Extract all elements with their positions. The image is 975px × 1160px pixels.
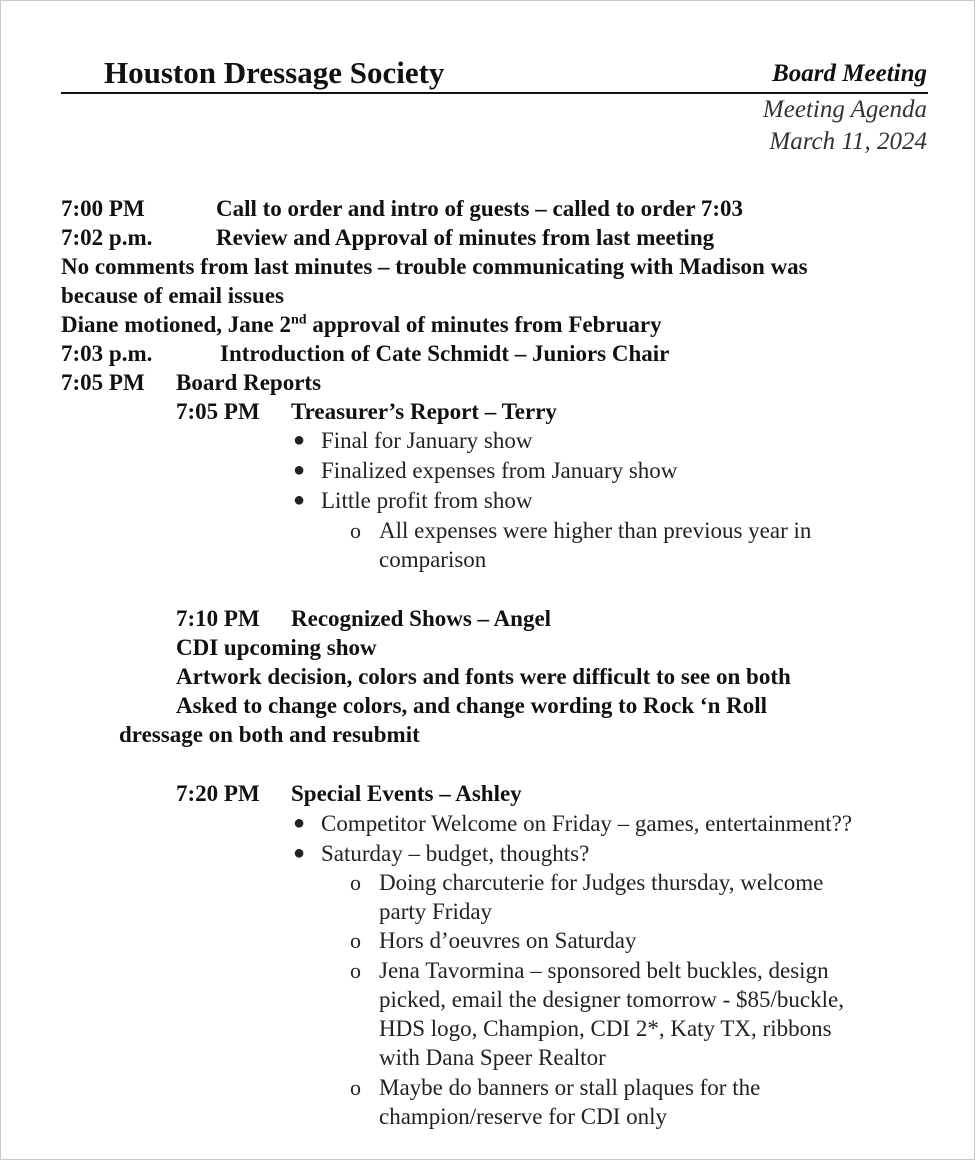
bullet-icon: ● <box>293 459 306 481</box>
reports-time: 7:05 PM <box>61 370 145 395</box>
treasurer-sub-line: All expenses were higher than previous year in <box>379 518 812 543</box>
special-bullet: Competitor Welcome on Friday – games, entertainment?? <box>321 811 853 836</box>
treasurer-bullet: Finalized expenses from January show <box>321 458 678 483</box>
motion-line <box>61 310 662 339</box>
special-sub-line: picked, email the designer tomorrow - $85/buckle, <box>379 987 844 1012</box>
special-sub-line: HDS logo, Champion, CDI 2*, Katy TX, ribbons <box>379 1016 832 1041</box>
treasurer-bullet: Final for January show <box>321 428 533 453</box>
special-time: 7:20 PM <box>176 781 260 806</box>
special-title: Special Events – Ashley <box>291 781 522 806</box>
treasurer-bullet: Little profit from show <box>321 488 533 513</box>
intro-text: Introduction of Cate Schmidt – Juniors Chair <box>220 341 670 366</box>
sub-bullet-icon: o <box>350 870 361 895</box>
treasurer-sub-line: comparison <box>379 547 487 572</box>
special-bullet: Saturday – budget, thoughts? <box>321 841 590 866</box>
shows-line: CDI upcoming show <box>176 635 377 660</box>
comments-line-2: because of email issues <box>61 283 284 308</box>
shows-line: Asked to change colors, and change wording to Rock ‘n Roll <box>176 693 768 718</box>
motion-pre: Diane motioned, Jane 2 <box>61 312 291 337</box>
comments-line-1: No comments from last minutes – trouble communicating with Madison was <box>61 254 808 279</box>
sub-bullet-icon: o <box>350 1075 361 1100</box>
shows-time: 7:10 PM <box>176 606 260 631</box>
special-sub-line: Doing charcuterie for Judges thursday, welcome <box>379 870 824 895</box>
sub-bullet-icon: o <box>350 958 361 983</box>
special-sub-line: Jena Tavormina – sponsored belt buckles, design <box>379 958 829 983</box>
reports-text: Board Reports <box>176 370 322 395</box>
call-text: Call to order and intro of guests – called to order 7:03 <box>216 196 744 221</box>
bullet-icon: ● <box>293 812 306 834</box>
review-time: 7:02 p.m. <box>61 225 153 250</box>
meeting-date: March 11, 2024 <box>769 128 927 155</box>
special-sub-line: Maybe do banners or stall plaques for the <box>379 1075 761 1100</box>
special-sub-line: champion/reserve for CDI only <box>379 1104 668 1129</box>
treasurer-title: Treasurer’s Report – Terry <box>291 399 557 424</box>
intro-time: 7:03 p.m. <box>61 341 153 366</box>
bullet-icon: ● <box>293 489 306 511</box>
motion-sup: nd <box>291 312 307 328</box>
review-text: Review and Approval of minutes from last meeting <box>216 225 715 250</box>
motion-post: approval of minutes from February <box>306 312 662 337</box>
bullet-icon: ● <box>293 429 306 451</box>
shows-line: Artwork decision, colors and fonts were difficult to see on both <box>176 664 791 689</box>
special-sub-line: party Friday <box>379 899 493 924</box>
document-type: Board Meeting <box>772 60 927 87</box>
header-rule <box>61 92 928 94</box>
agenda-subtitle: Meeting Agenda <box>762 96 927 123</box>
bullet-icon: ● <box>293 842 306 864</box>
shows-line: dressage on both and resubmit <box>119 722 420 747</box>
special-sub-line: with Dana Speer Realtor <box>379 1045 606 1070</box>
sub-bullet-icon: o <box>350 518 361 543</box>
special-sub-line: Hors d’oeuvres on Saturday <box>379 928 637 953</box>
call-time: 7:00 PM <box>61 196 145 221</box>
organization-name: Houston Dressage Society <box>104 55 445 90</box>
treasurer-time: 7:05 PM <box>176 399 260 424</box>
sub-bullet-icon: o <box>350 928 361 953</box>
shows-title: Recognized Shows – Angel <box>291 606 552 631</box>
